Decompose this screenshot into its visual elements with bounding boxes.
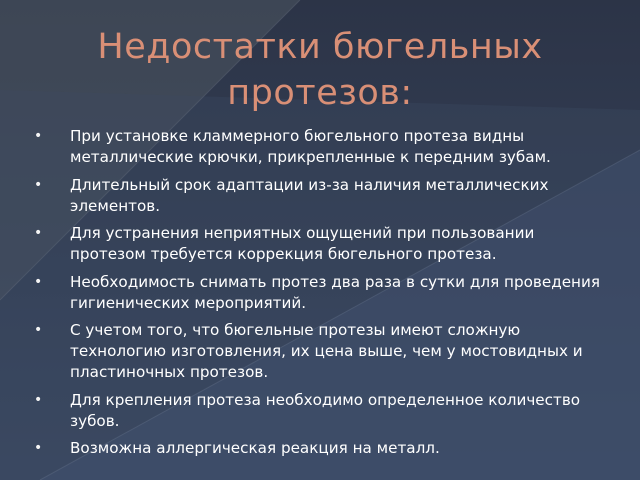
bullet-item: [34, 438, 612, 459]
bullet-item: [34, 175, 612, 217]
bullet-item: [34, 390, 612, 432]
bullet-item: [34, 272, 612, 314]
bullet-item: [34, 223, 612, 265]
bullet-icon: •: [34, 391, 43, 408]
bullet-list: [34, 126, 612, 466]
bullet-icon: •: [34, 273, 43, 290]
bullet-icon: •: [34, 176, 43, 193]
bullet-text: Для устранения неприятных ощущений при пользовании протезом требуется коррекция бюгельного протеза.: [70, 224, 535, 263]
bullet-icon: •: [34, 440, 43, 456]
bullet-item: [34, 126, 612, 168]
bullet-text: Необходимость снимать протез два раза в сутки для проведения гигиенических мероприятий.: [70, 272, 600, 312]
bullet-text: С учетом того, что бюгельные протезы имеют сложную технологию изготовления, их цена выше, чем у мостовидных и пластиночных протезов.: [70, 321, 583, 381]
bullet-text: Длительный срок адаптации из-за наличия металлических элементов.: [70, 175, 549, 215]
bullet-text: Возможна аллергическая реакция на металл.: [70, 439, 440, 457]
bullet-text: При установке кламмерного бюгельного протеза видны металлические крючки, прикрепленные к передним зубам.: [70, 127, 551, 166]
slide-title: Недостатки бюгельных протезов:: [97, 27, 543, 113]
bullet-icon: •: [34, 322, 43, 338]
bullet-text: Для крепления протеза необходимо определенное количество зубов.: [70, 390, 581, 430]
bullet-icon: •: [34, 128, 43, 144]
bullet-icon: •: [34, 225, 43, 241]
bullet-item: [34, 320, 612, 383]
